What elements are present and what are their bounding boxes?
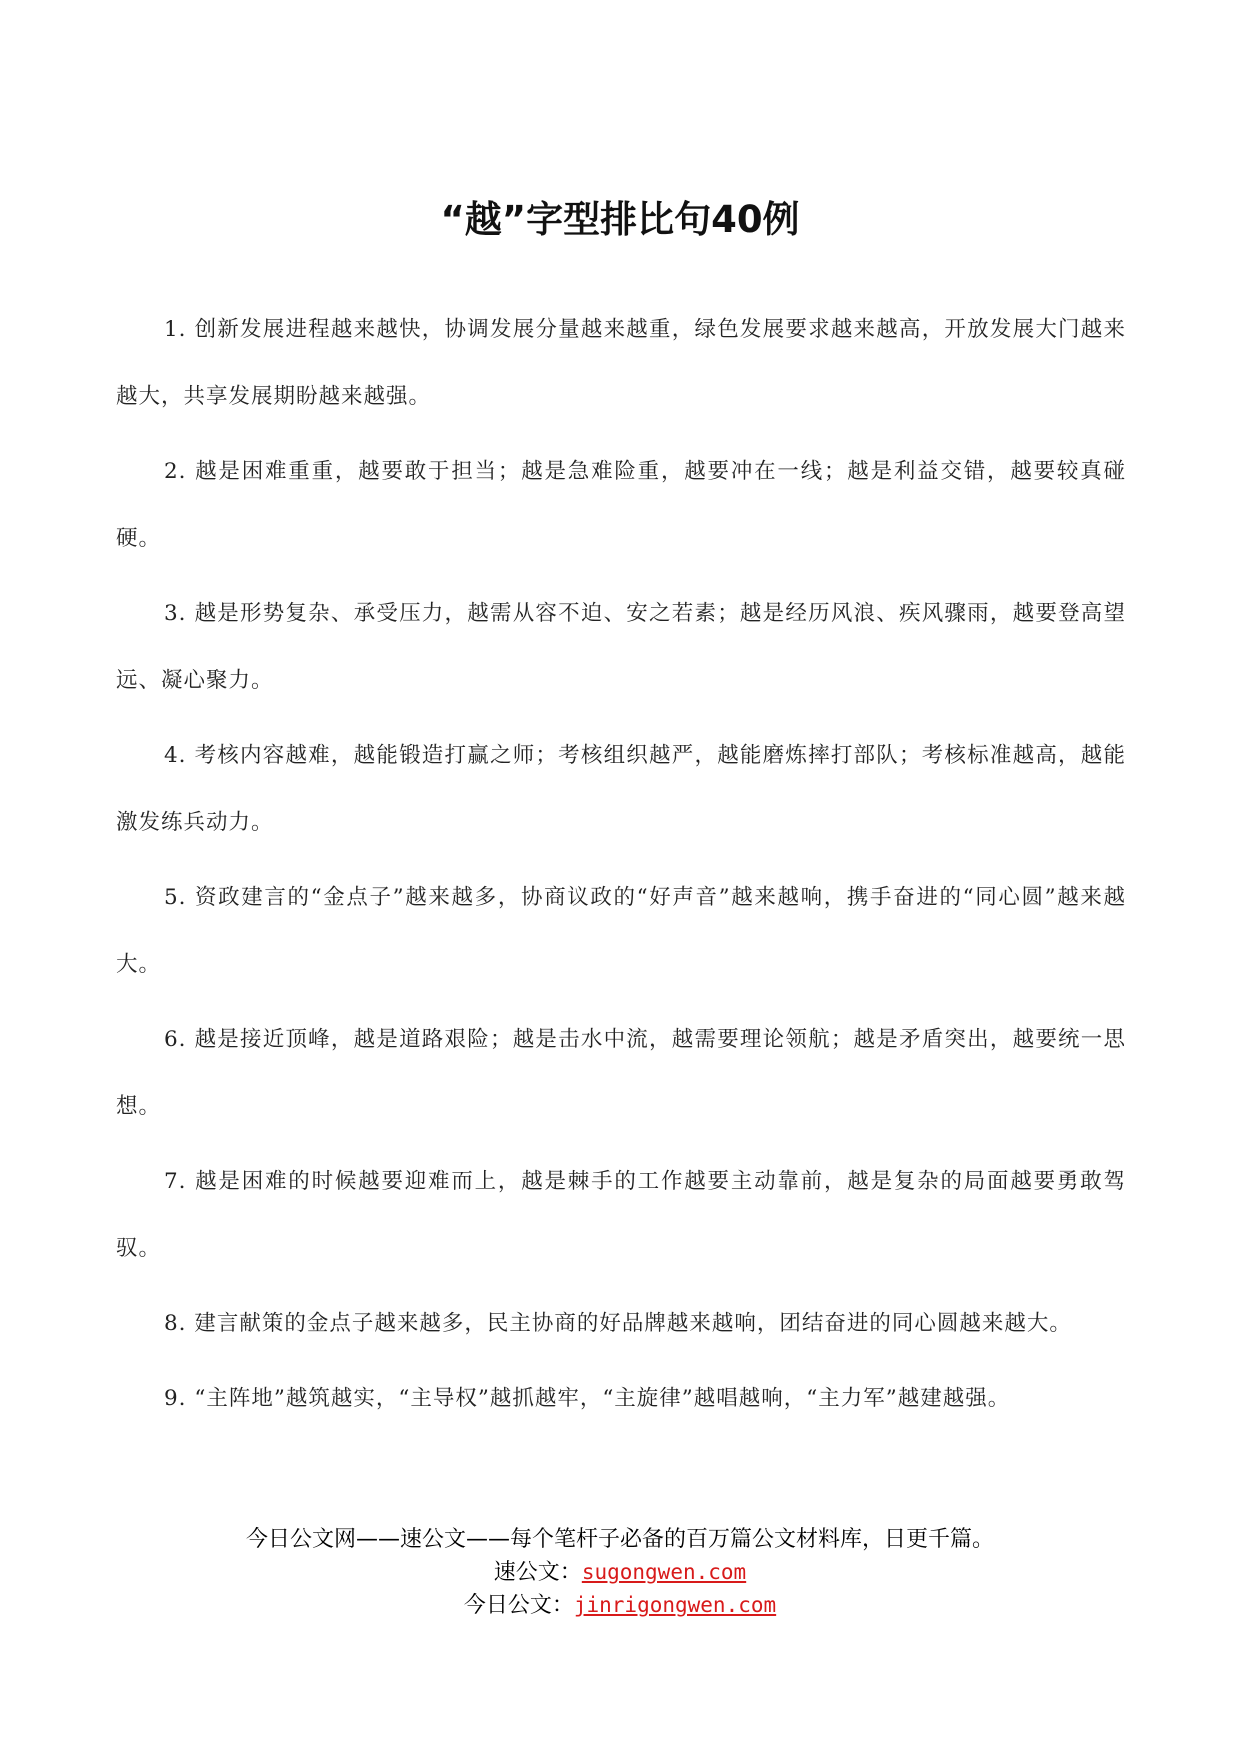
paragraph-4: 4. 考核内容越难，越能锻造打赢之师；考核组织越严，越能磨炼摔打部队；考核标准越高，越能激发练兵动力。 xyxy=(116,743,1126,835)
paragraph-9: 9. “主阵地”越筑越实，“主导权”越抓越牢，“主旋律”越唱越响，“主力军”越建越强。 xyxy=(164,1386,1011,1411)
document-body xyxy=(116,296,1126,1440)
footer-site-2-label: 今日公文： xyxy=(463,1593,574,1618)
footer-slogan: 今日公文网——速公文——每个笔杆子必备的百万篇公文材料库，日更千篇。 xyxy=(245,1527,994,1552)
paragraph-8: 8. 建言献策的金点子越来越多，民主协商的好品牌越来越响，团结奋进的同心圆越来越大。 xyxy=(164,1311,1072,1336)
paragraph-2: 2. 越是困难重重，越要敢于担当；越是急难险重，越要冲在一线；越是利益交错，越要较真碰硬。 xyxy=(116,459,1126,551)
document-title: “越”字型排比句40例 xyxy=(440,198,800,241)
footer xyxy=(0,1524,1240,1622)
paragraph-7: 7. 越是困难的时候越要迎难而上，越是棘手的工作越要主动靠前，越是复杂的局面越要勇敢驾驭。 xyxy=(116,1169,1126,1261)
paragraph-5: 5. 资政建言的“金点子”越来越多，协商议政的“好声音”越来越响，携手奋进的“同心圆”越来越大。 xyxy=(116,885,1126,977)
footer-site-1 xyxy=(0,1556,1240,1589)
footer-site-1-link[interactable]: sugongwen.com xyxy=(581,1560,747,1584)
footer-site-2 xyxy=(0,1589,1240,1622)
paragraph-1: 1. 创新发展进程越来越快，协调发展分量越来越重，绿色发展要求越来越高，开放发展大门越来越大，共享发展期盼越来越强。 xyxy=(116,317,1126,409)
paragraph-6: 6. 越是接近顶峰，越是道路艰险；越是击水中流，越需要理论领航；越是矛盾突出，越要统一思想。 xyxy=(116,1027,1126,1119)
footer-site-2-link[interactable]: jinrigongwen.com xyxy=(573,1593,777,1617)
footer-site-1-label: 速公文： xyxy=(493,1560,582,1585)
paragraph-3: 3. 越是形势复杂、承受压力，越需从容不迫、安之若素；越是经历风浪、疾风骤雨，越要登高望远、凝心聚力。 xyxy=(116,601,1126,693)
